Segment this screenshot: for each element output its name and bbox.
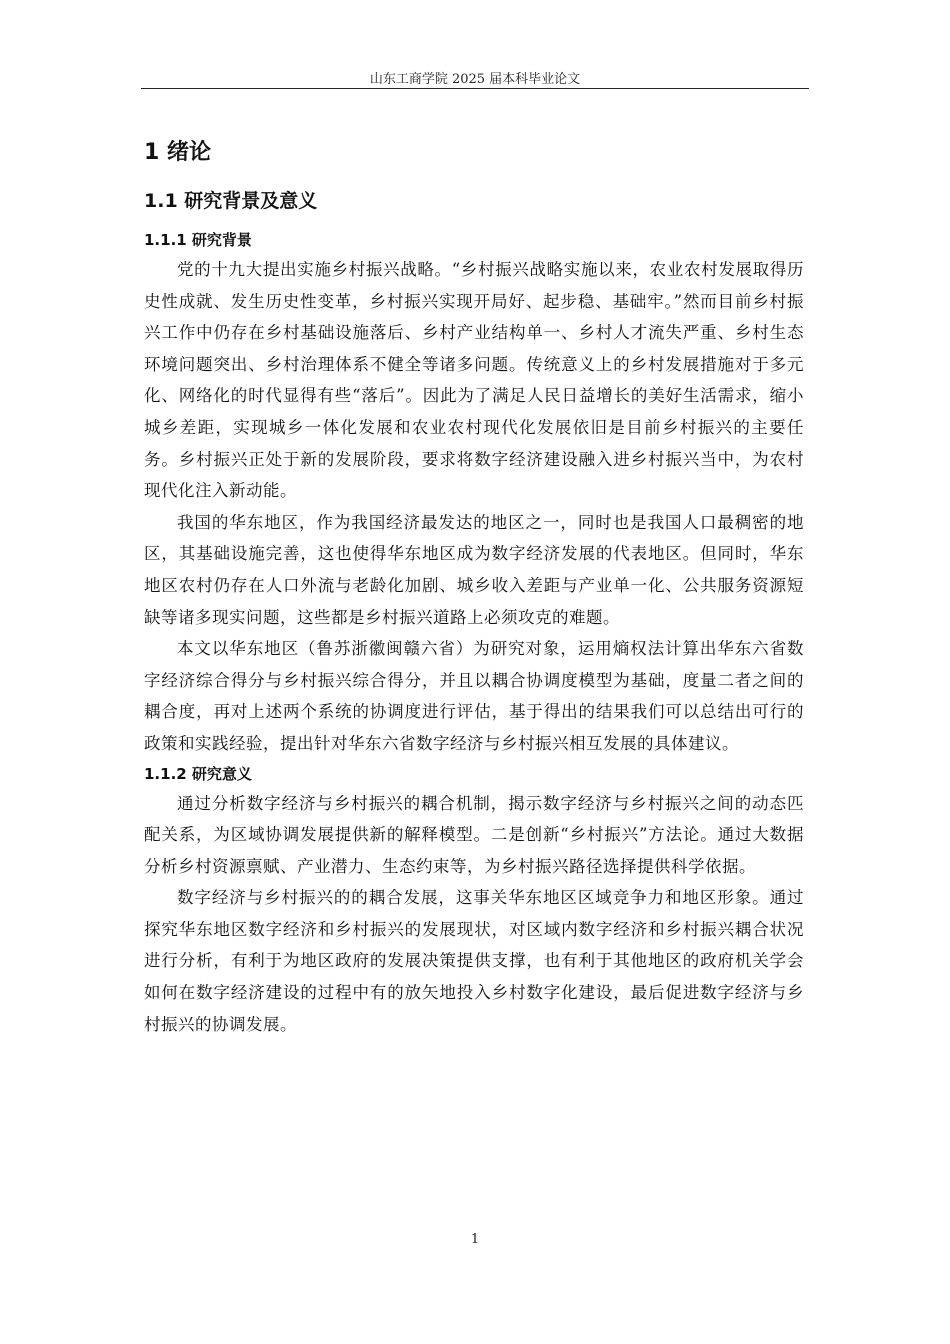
paragraph: 党的十九大提出实施乡村振兴战略。“乡村振兴战略实施以来，农业农村发展取得历史性成就、发生历史性变革，乡村振兴实现开局好、起步稳、基础牢。”然而目前乡村振兴工作中仍存在乡村基础设施落后、乡村产业结构单一、乡村人才流失严重、乡村生态环境问题突出、乡村治理体系不健全等诸多问题。传统意义上的乡村发展措施对于多元化、网络化的时代显得有些“落后”。因此为了满足人民日益增长的美好生活需求，缩小城乡差距，实现城乡一体化发展和农业农村现代化发展依旧是目前乡村振兴的主要任务。乡村振兴正处于新的发展阶段，要求将数字经济建设融入进乡村振兴当中，为农村现代化注入新动能。 <box>144 260 804 501</box>
subsection-title-background: 1.1.1 研究背景 <box>144 231 252 249</box>
body-content <box>144 136 804 1040</box>
section-title: 1.1 研究背景及意义 <box>144 190 318 212</box>
paragraph: 数字经济与乡村振兴的的耦合发展，这事关华东地区区域竞争力和地区形象。通过探究华东地区数字经济和乡村振兴的发展现状，对区域内数字经济和乡村振兴耦合状况进行分析，有利于为地区政府的发展决策提供支撑，也有利于其他地区的政府机关学会如何在数字经济建设的过程中有的放矢地投入乡村数字化建设，最后促进数字经济与乡村振兴的协调发展。 <box>144 888 804 1034</box>
chapter-title: 1 绪论 <box>144 140 211 165</box>
paragraph: 我国的华东地区，作为我国经济最发达的地区之一，同时也是我国人口最稠密的地区，其基础设施完善，这也使得华东地区成为数字经济发展的代表地区。但同时，华东地区农村仍存在人口外流与老龄化加剧、城乡收入差距与产业单一化、公共服务资源短缺等诸多现实问题，这些都是乡村振兴道路上必须攻克的难题。 <box>144 512 804 627</box>
paragraph: 本文以华东地区（鲁苏浙徽闽赣六省）为研究对象，运用熵权法计算出华东六省数字经济综合得分与乡村振兴综合得分，并且以耦合协调度模型为基础，度量二者之间的耦合度，再对上述两个系统的协调度进行评估，基于得出的结果我们可以总结出可行的政策和实践经验，提出针对华东六省数字经济与乡村振兴相互发展的具体建议。 <box>144 639 804 753</box>
page-number: 1 <box>470 1232 480 1247</box>
paragraph: 通过分析数字经济与乡村振兴的耦合机制，揭示数字经济与乡村振兴之间的动态匹配关系，为区域协调发展提供新的解释模型。二是创新“乡村振兴”方法论。通过大数据分析乡村资源禀赋、产业潜力、生态约束等，为乡村振兴路径选择提供科学依据。 <box>144 793 804 876</box>
subsection-title-significance: 1.1.2 研究意义 <box>144 764 252 783</box>
running-header: 山东工商学院 2025 届本科毕业论文 <box>369 72 581 87</box>
header-rule <box>141 88 809 89</box>
